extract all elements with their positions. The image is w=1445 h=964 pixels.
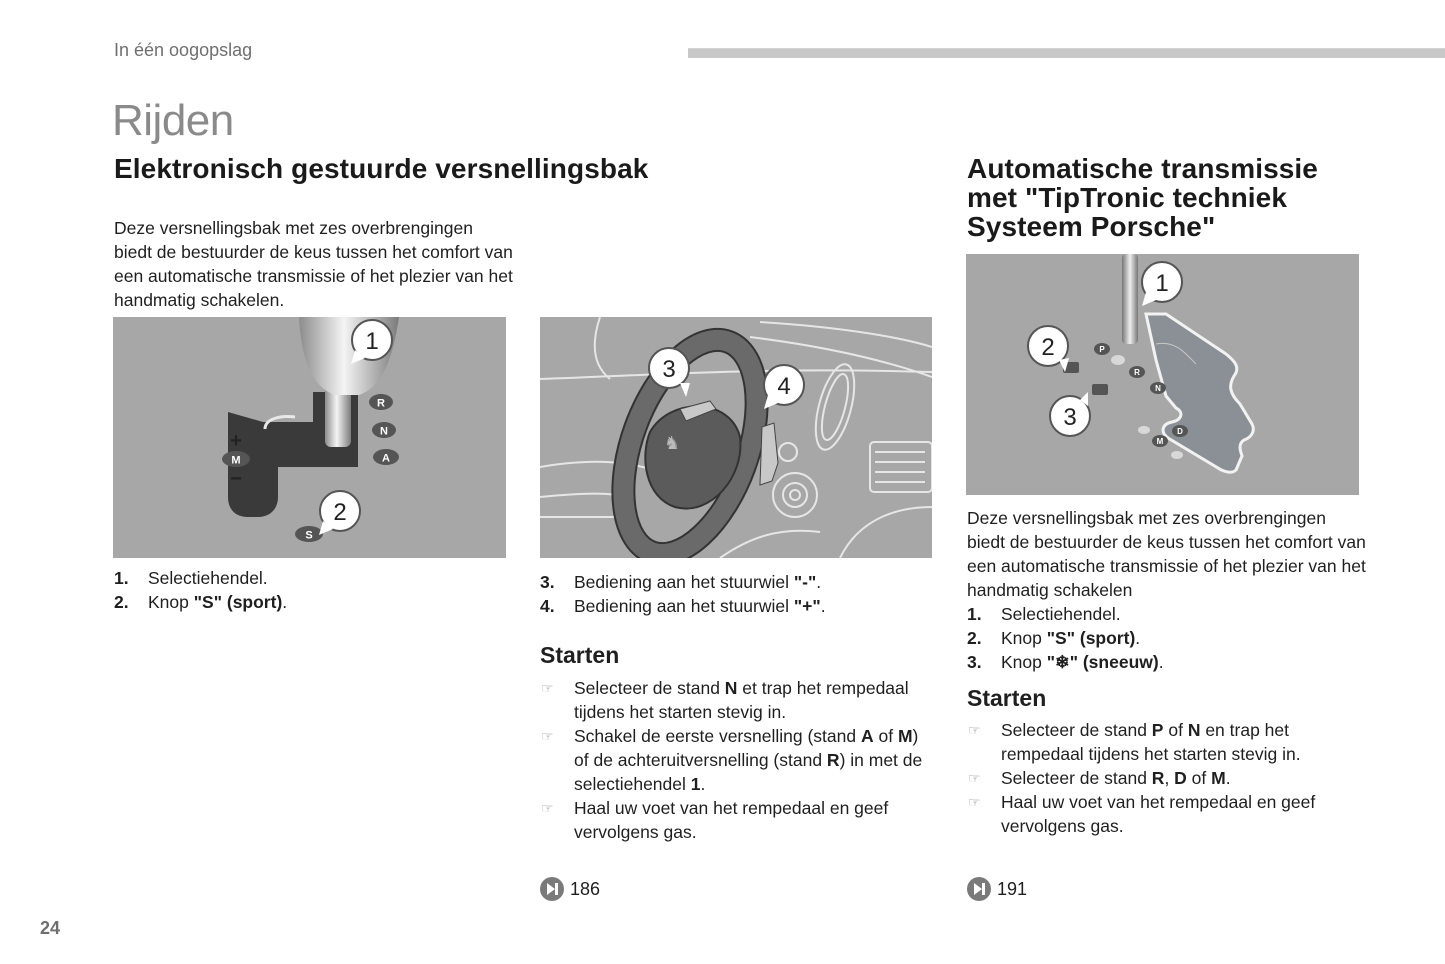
list-item: 1. Selectiehendel.	[114, 568, 268, 588]
callout-2	[319, 491, 360, 535]
svg-text:R: R	[1134, 368, 1140, 377]
svg-text:P: P	[1099, 345, 1105, 354]
list-item: 3. Bediening aan het stuurwiel "-".	[540, 572, 822, 592]
callout-4	[764, 365, 804, 409]
list-item: 2. Knop "S" (sport).	[967, 628, 1141, 648]
list-item: ☞ Selecteer de stand P of N en trap het rempedaal tijdens het starten stevig in.	[968, 720, 1301, 764]
gear-label-m	[222, 451, 250, 467]
header-bar	[688, 48, 1445, 58]
gear-label-n	[1150, 382, 1166, 394]
gear-label-r	[1129, 366, 1145, 378]
svg-text:S: S	[305, 529, 313, 542]
next-page-icon	[540, 877, 564, 901]
gear-label-a	[373, 449, 399, 465]
list-item: ☞ Haal uw voet van het rempedaal en geef vervolgens gas.	[968, 792, 1316, 836]
lever-stem	[325, 387, 351, 447]
pointing-hand-icon: ☞	[968, 794, 981, 810]
heading-starten-middle: Starten	[540, 642, 620, 668]
brand-logo: ♞	[664, 433, 681, 453]
sport-button	[295, 526, 323, 542]
steering-wheel-illustration	[540, 317, 932, 558]
gear-label-plus	[1138, 426, 1150, 434]
starten-bullets-right	[967, 718, 1362, 838]
svg-text:M: M	[1156, 437, 1164, 446]
gear-label-r	[369, 394, 393, 410]
intro-electronic-gearbox: Deze versnellingsbak met zes overbrengingen biedt de bestuurder de keus tussen het comfort van een automatische transmissie of het plezier van het handmatig schakelen.	[114, 218, 513, 310]
heading-electronic-gearbox: Elektronisch gestuurde versnellingsbak	[114, 153, 649, 184]
list-item: ☞ Selecteer de stand N et trap het rempedaal tijdens het starten stevig in.	[541, 678, 909, 722]
gear-label-m	[1152, 435, 1168, 447]
callout-2	[1028, 326, 1069, 372]
pointing-hand-icon: ☞	[968, 770, 981, 786]
gear-label-minus	[1171, 451, 1183, 459]
pointing-hand-icon: ☞	[541, 680, 554, 696]
tiptronic-selector-illustration	[966, 254, 1359, 495]
svg-text:1: 1	[365, 328, 379, 355]
svg-text:N: N	[380, 425, 388, 438]
svg-text:M: M	[231, 454, 241, 467]
svg-text:3: 3	[662, 356, 676, 383]
legend-list-left	[114, 566, 287, 614]
svg-text:R: R	[377, 397, 385, 410]
snow-button	[1092, 384, 1108, 395]
callout-3	[1050, 392, 1090, 436]
figure-gear-selector	[113, 317, 506, 558]
page-reference-186[interactable]	[540, 877, 600, 901]
svg-text:1: 1	[1155, 270, 1169, 297]
legend-list-right	[967, 602, 1164, 674]
pointing-hand-icon: ☞	[541, 800, 554, 816]
next-page-icon	[967, 877, 991, 901]
paddle-plus	[760, 423, 778, 485]
svg-text:3: 3	[1063, 404, 1077, 431]
gear-label-n	[372, 422, 396, 438]
svg-text:2: 2	[1041, 334, 1055, 361]
figure-steering-wheel	[540, 317, 932, 558]
selector-stick	[1122, 254, 1138, 344]
pointing-hand-icon: ☞	[541, 728, 554, 744]
plus-sign: +	[230, 430, 242, 452]
gear-label-lock	[1111, 355, 1125, 365]
steering-wheel	[597, 322, 783, 558]
starten-bullets-middle	[540, 676, 935, 844]
list-item: 2. Knop "S" (sport).	[114, 592, 288, 612]
section-label: In één oogopslag	[114, 40, 253, 60]
heading-starten-right: Starten	[967, 685, 1047, 711]
reference-page-number[interactable]: 186	[570, 878, 601, 899]
callout-1	[1142, 262, 1182, 306]
minus-sign: −	[230, 468, 242, 490]
gear-label-d	[1172, 425, 1188, 437]
page-title: Rijden	[112, 96, 234, 145]
list-item: 4. Bediening aan het stuurwiel "+".	[540, 596, 826, 616]
svg-text:A: A	[382, 452, 390, 465]
reference-page-number[interactable]: 191	[997, 878, 1028, 899]
svg-text:N: N	[1155, 384, 1161, 393]
heading-tiptronic: Automatische transmissie met "TipTronic techniek Systeem Porsche"	[967, 153, 1318, 242]
list-item: ☞ Haal uw voet van het rempedaal en geef vervolgens gas.	[541, 798, 889, 842]
gear-selector-illustration	[113, 317, 506, 558]
list-item: ☞ Schakel de eerste versnelling (stand A of M) of de achteruitversnelling (stand R) in met de selectiehendel 1.	[541, 726, 923, 794]
page-reference-191[interactable]	[967, 877, 1027, 901]
gear-label-p	[1094, 343, 1110, 355]
svg-text:4: 4	[777, 373, 791, 400]
svg-text:2: 2	[333, 499, 347, 526]
list-item: 1. Selectiehendel.	[967, 604, 1121, 624]
list-item: ☞ Selecteer de stand R, D of M.	[968, 768, 1231, 788]
figure-tiptronic-selector	[966, 254, 1359, 495]
intro-tiptronic: Deze versnellingsbak met zes overbrengingen biedt de bestuurder de keus tussen het comfort van een automatische transmissie of het plezier van het handmatig schakelen	[967, 508, 1366, 600]
pointing-hand-icon: ☞	[968, 722, 981, 738]
list-item: 3. Knop "❄" (sneeuw).	[967, 652, 1164, 672]
svg-text:D: D	[1177, 427, 1183, 436]
legend-list-middle	[540, 570, 826, 618]
page-number: 24	[40, 918, 61, 938]
